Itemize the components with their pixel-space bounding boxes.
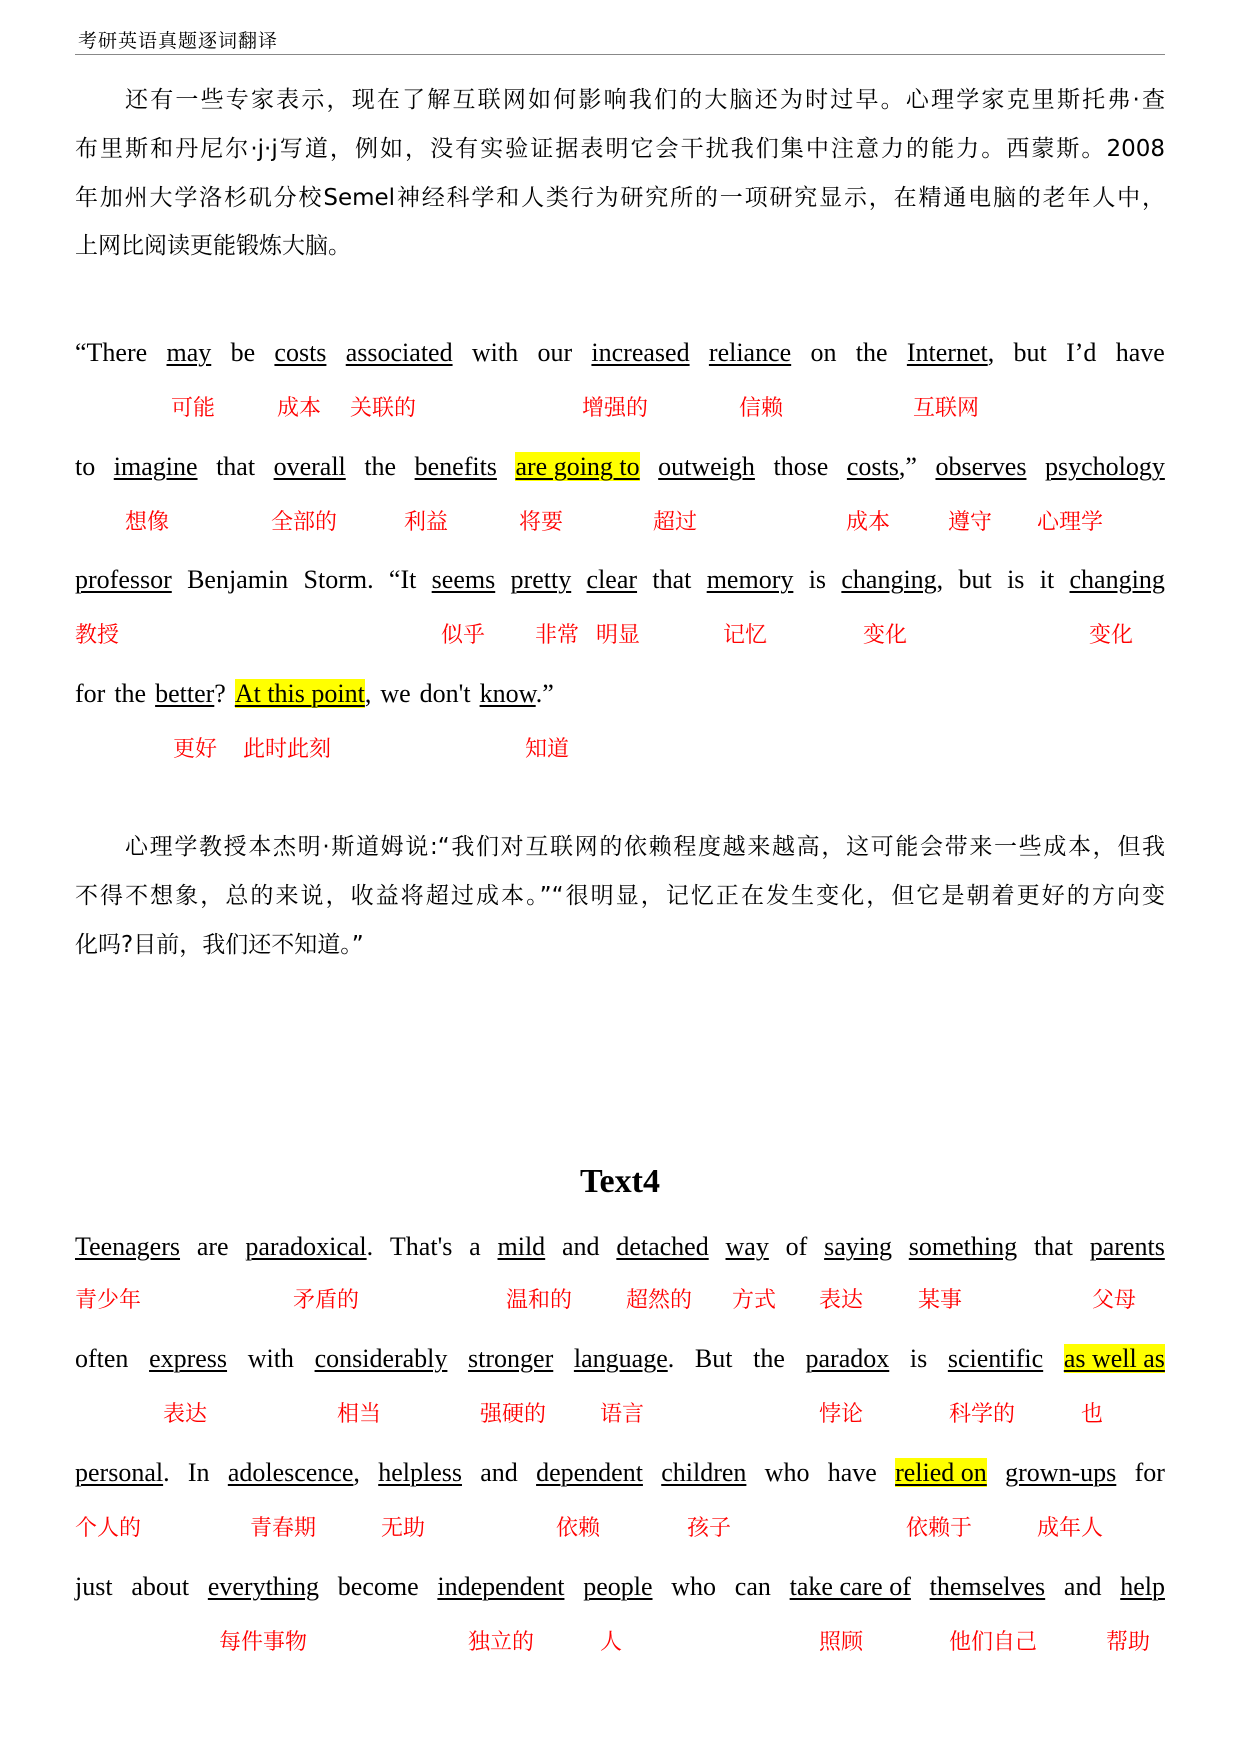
translation-gloss: 父母 <box>1092 1288 1137 1313</box>
translation-gloss: 科学的 <box>949 1402 1016 1427</box>
vocab-word: costs <box>274 338 327 367</box>
chinese-paragraph-line: 化吗?目前，我们还不知道。” <box>75 932 364 958</box>
vocab-word: increased <box>591 338 690 367</box>
word-group <box>480 678 554 710</box>
translation-gloss: 非常 <box>535 623 580 648</box>
punctuation: . <box>163 1458 170 1487</box>
translation-gloss: 变化 <box>863 623 908 648</box>
word: “It <box>388 565 417 594</box>
translation-gloss: 教授 <box>75 623 120 648</box>
english-line <box>75 678 1165 710</box>
word-group <box>389 564 416 596</box>
word-group <box>231 337 256 369</box>
vocab-word: professor <box>75 565 172 594</box>
word-group <box>274 451 346 483</box>
word-group <box>216 451 255 483</box>
translation-gloss: 语言 <box>600 1402 645 1427</box>
english-line <box>75 451 1165 483</box>
word-group <box>166 337 211 369</box>
word: of <box>785 1232 808 1261</box>
word: who <box>764 1458 810 1487</box>
translation-gloss: 更好 <box>173 737 218 762</box>
vocab-word: memory <box>706 565 794 594</box>
word-group <box>1070 564 1165 596</box>
translation-gloss: 矛盾的 <box>293 1288 360 1313</box>
word-group <box>828 1457 877 1489</box>
vocab-word: Internet <box>906 338 988 367</box>
word: become <box>337 1572 419 1601</box>
translation-gloss: 想像 <box>125 510 170 535</box>
word-group <box>1005 1457 1116 1489</box>
vocab-word: mild <box>497 1232 546 1261</box>
punctuation: , <box>936 565 944 594</box>
word: and <box>1063 1572 1102 1601</box>
vocab-word: seems <box>431 565 496 594</box>
word-group <box>480 1457 518 1489</box>
chinese-paragraph-line: 不得不想象，总的来说，收益将超过成本。”“很明显，记忆正在发生变化，但它是朝着更好的方向变 <box>75 883 1165 909</box>
word: to <box>75 452 96 481</box>
highlighted-phrase: At this point <box>234 679 365 708</box>
word-group <box>810 337 836 369</box>
word-group <box>1116 337 1165 369</box>
vocab-word: know <box>479 679 536 708</box>
word-group <box>1090 1231 1165 1263</box>
vocab-word: paradoxical <box>245 1232 367 1261</box>
word-group <box>909 1231 1017 1263</box>
word: with <box>471 338 519 367</box>
word-group <box>1007 564 1024 596</box>
translation-gloss: 某事 <box>918 1288 963 1313</box>
translation-gloss: 悖论 <box>819 1402 864 1427</box>
word: our <box>537 338 573 367</box>
word: In <box>187 1458 210 1487</box>
translation-gloss: 方式 <box>732 1288 777 1313</box>
word: that <box>652 565 692 594</box>
word-group <box>587 564 638 596</box>
english-line <box>75 1571 1165 1603</box>
translation-gloss: 个人的 <box>75 1516 142 1541</box>
translation-gloss: 似乎 <box>441 623 486 648</box>
vocab-word: may <box>166 338 212 367</box>
running-header: 考研英语真题逐词翻译 <box>78 30 279 52</box>
word-group <box>315 1343 448 1375</box>
translation-gloss: 心理学 <box>1037 510 1104 535</box>
word-group <box>346 337 453 369</box>
word-group <box>1014 337 1047 369</box>
word-group <box>1040 564 1054 596</box>
punctuation: .” <box>535 679 554 708</box>
word-group <box>806 1343 890 1375</box>
word: I’d <box>1066 338 1097 367</box>
word: is <box>808 565 827 594</box>
word-group <box>498 1231 546 1263</box>
word: have <box>827 1458 877 1487</box>
word-group <box>907 337 994 369</box>
word-group <box>364 451 396 483</box>
english-line <box>75 1457 1165 1489</box>
word-group <box>910 1343 927 1375</box>
translation-gloss: 依赖于 <box>906 1516 973 1541</box>
vocab-word: way <box>725 1232 769 1261</box>
word-group <box>131 1571 189 1603</box>
word: the <box>364 452 397 481</box>
word-group <box>695 1343 733 1375</box>
word-group <box>537 337 572 369</box>
word-group <box>574 1343 674 1375</box>
word-group <box>948 1343 1043 1375</box>
vocab-word: helpless <box>378 1458 462 1487</box>
word-group <box>652 564 691 596</box>
word-group <box>809 564 826 596</box>
vocab-word: dependent <box>536 1458 643 1487</box>
translation-gloss: 孩子 <box>687 1516 732 1541</box>
word: is <box>1007 565 1025 594</box>
word: the <box>855 338 888 367</box>
translation-gloss: 全部的 <box>271 510 338 535</box>
vocab-word: adolescence <box>227 1458 354 1487</box>
translation-gloss: 关联的 <box>350 396 417 421</box>
word-group <box>75 1571 113 1603</box>
word-group <box>847 451 917 483</box>
translation-gloss: 超然的 <box>626 1288 693 1313</box>
word-group <box>114 451 198 483</box>
punctuation: . <box>667 1344 675 1373</box>
highlighted-phrase: are going to <box>515 452 640 481</box>
vocab-word: better <box>155 679 215 708</box>
punctuation: ,” <box>898 452 917 481</box>
translation-gloss: 记忆 <box>723 623 768 648</box>
word: those <box>773 452 829 481</box>
vocab-word: changing <box>1069 565 1165 594</box>
word-group <box>472 337 518 369</box>
word: a <box>469 1232 481 1261</box>
vocab-word: psychology <box>1044 452 1165 481</box>
vocab-word: overall <box>273 452 346 481</box>
word-group <box>658 451 755 483</box>
english-line <box>75 337 1165 369</box>
word: Storm. <box>303 565 374 594</box>
vocab-word: everything <box>207 1572 320 1601</box>
translation-gloss: 也 <box>1081 1402 1104 1427</box>
translation-gloss: 表达 <box>163 1402 208 1427</box>
word-group <box>75 337 147 369</box>
word-group <box>235 678 372 710</box>
translation-gloss: 他们自己 <box>949 1630 1038 1655</box>
word-group <box>616 1231 708 1263</box>
word: be <box>230 338 256 367</box>
punctuation: , <box>987 338 995 367</box>
word-group <box>197 1231 229 1263</box>
translation-gloss: 青少年 <box>75 1288 142 1313</box>
translation-gloss: 依赖 <box>556 1516 601 1541</box>
word-group <box>228 1457 360 1489</box>
word-group <box>1045 451 1165 483</box>
translation-gloss: 相当 <box>337 1402 382 1427</box>
word: for <box>1134 1458 1165 1487</box>
word: “There <box>75 338 148 367</box>
translation-gloss: 超过 <box>653 510 698 535</box>
translation-gloss: 变化 <box>1089 623 1134 648</box>
word: is <box>909 1344 928 1373</box>
word-group <box>149 1343 227 1375</box>
translation-gloss: 青春期 <box>250 1516 317 1541</box>
word-group <box>1064 1571 1102 1603</box>
word-group <box>671 1571 716 1603</box>
translation-gloss: 表达 <box>819 1288 864 1313</box>
vocab-word: imagine <box>113 452 198 481</box>
word-group <box>75 678 105 710</box>
vocab-word: something <box>908 1232 1018 1261</box>
word-group <box>707 564 794 596</box>
vocab-word: benefits <box>414 452 497 481</box>
word: and <box>561 1232 600 1261</box>
chinese-paragraph-line: 上网比阅读更能锻炼大脑。 <box>75 233 351 259</box>
word: just <box>75 1572 113 1601</box>
vocab-word: changing <box>841 565 937 594</box>
word-group <box>432 564 496 596</box>
english-line <box>75 1343 1165 1375</box>
punctuation: ? <box>214 679 226 708</box>
translation-gloss: 知道 <box>525 737 570 762</box>
english-line <box>75 1231 1165 1263</box>
word-group <box>895 1457 987 1489</box>
vocab-word: observes <box>935 452 1027 481</box>
translation-gloss: 明显 <box>596 623 641 648</box>
translation-gloss: 无助 <box>381 1516 426 1541</box>
word: it <box>1039 565 1055 594</box>
vocab-word: considerably <box>314 1344 448 1373</box>
vocab-word: associated <box>345 338 453 367</box>
word: are <box>196 1232 229 1261</box>
word-group <box>75 451 95 483</box>
word-group <box>114 678 146 710</box>
word: that <box>1033 1232 1073 1261</box>
word-group <box>511 564 572 596</box>
vocab-word: reliance <box>708 338 792 367</box>
word: the <box>114 679 147 708</box>
word-group <box>1066 337 1096 369</box>
header-divider <box>75 54 1165 55</box>
vocab-word: scientific <box>947 1344 1044 1373</box>
word-group <box>536 1457 643 1489</box>
word-group <box>773 451 828 483</box>
word-group <box>1135 1457 1165 1489</box>
chinese-paragraph-line: 还有一些专家表示，现在了解互联网如何影响我们的大脑还为时过早。心理学家克里斯托弗·查 <box>125 87 1165 113</box>
chinese-paragraph-line: 布里斯和丹尼尔·j·j写道，例如，没有实验证据表明它会干扰我们集中注意力的能力。西蒙斯。2008 <box>75 136 1165 162</box>
vocab-word: Teenagers <box>75 1232 181 1261</box>
vocab-word: independent <box>437 1572 565 1601</box>
word-group <box>245 1231 373 1263</box>
word: have <box>1115 338 1165 367</box>
vocab-word: stronger <box>468 1344 554 1373</box>
word-group <box>1120 1571 1165 1603</box>
word-group <box>1064 1343 1165 1375</box>
vocab-word: detached <box>616 1232 709 1261</box>
word-group <box>959 564 992 596</box>
translation-gloss: 利益 <box>404 510 449 535</box>
vocab-word: paradox <box>805 1344 890 1373</box>
word: we <box>380 679 411 708</box>
word-group <box>338 1571 419 1603</box>
word-group <box>591 337 689 369</box>
word: often <box>75 1344 129 1373</box>
word-group <box>188 1457 210 1489</box>
word: for <box>75 679 106 708</box>
word-group <box>155 678 226 710</box>
translation-gloss: 遵守 <box>948 510 993 535</box>
english-line <box>75 564 1165 596</box>
punctuation: , <box>353 1458 360 1487</box>
word: can <box>734 1572 771 1601</box>
word-group <box>274 337 326 369</box>
word-group <box>208 1571 319 1603</box>
translation-gloss: 将要 <box>519 510 564 535</box>
word-group <box>304 564 374 596</box>
word: don't <box>419 679 471 708</box>
word-group <box>726 1231 769 1263</box>
vocab-word: saying <box>824 1232 892 1261</box>
word: That's <box>389 1232 453 1261</box>
word-group <box>661 1457 746 1489</box>
word-group <box>786 1231 808 1263</box>
word: on <box>810 338 837 367</box>
translation-gloss: 每件事物 <box>219 1630 308 1655</box>
word-group <box>75 564 172 596</box>
word: but <box>1013 338 1047 367</box>
word-group <box>765 1457 810 1489</box>
word-group <box>75 1457 170 1489</box>
word-group <box>469 1231 481 1263</box>
punctuation: . <box>366 1232 374 1261</box>
section-title: Text4 <box>580 1163 660 1200</box>
vocab-word: grown-ups <box>1005 1458 1117 1487</box>
word-group <box>420 678 471 710</box>
word-group <box>187 564 288 596</box>
word-group <box>248 1343 294 1375</box>
vocab-word: language <box>573 1344 668 1373</box>
word-group <box>75 1231 180 1263</box>
word-group <box>790 1571 911 1603</box>
translation-gloss: 照顾 <box>819 1630 864 1655</box>
highlighted-phrase: relied on <box>895 1458 987 1487</box>
word: but <box>958 565 992 594</box>
word-group <box>437 1571 564 1603</box>
word-group <box>856 337 888 369</box>
word-group <box>930 1571 1046 1603</box>
vocab-word: themselves <box>929 1572 1046 1601</box>
word-group <box>841 564 943 596</box>
translation-gloss: 可能 <box>171 396 216 421</box>
word-group <box>562 1231 600 1263</box>
word: Benjamin <box>187 565 289 594</box>
vocab-word: take care of <box>789 1572 911 1601</box>
word-group <box>515 451 639 483</box>
chinese-paragraph-line: 年加州大学洛杉矶分校Semel神经科学和人类行为研究所的一项研究显示，在精通电脑的老年人中， <box>75 185 1165 211</box>
word-group <box>378 1457 462 1489</box>
word: the <box>753 1344 785 1373</box>
translation-gloss: 信赖 <box>739 396 784 421</box>
word: that <box>216 452 256 481</box>
vocab-word: people <box>583 1572 653 1601</box>
vocab-word: pretty <box>510 565 572 594</box>
word-group <box>735 1571 771 1603</box>
translation-gloss: 独立的 <box>468 1630 535 1655</box>
word-group <box>390 1231 452 1263</box>
translation-gloss: 增强的 <box>582 396 649 421</box>
translation-gloss: 此时此刻 <box>243 737 332 762</box>
word: and <box>480 1458 518 1487</box>
word-group <box>709 337 791 369</box>
word-group <box>75 1343 128 1375</box>
vocab-word: costs <box>846 452 899 481</box>
translation-gloss: 帮助 <box>1106 1630 1151 1655</box>
vocab-word: help <box>1120 1572 1165 1601</box>
word-group <box>380 678 410 710</box>
word-group <box>753 1343 785 1375</box>
word-group <box>468 1343 553 1375</box>
translation-gloss: 成本 <box>277 396 322 421</box>
translation-gloss: 成年人 <box>1037 1516 1104 1541</box>
word: But <box>694 1344 733 1373</box>
word: who <box>671 1572 717 1601</box>
translation-gloss: 人 <box>600 1630 623 1655</box>
vocab-word: personal <box>75 1458 164 1487</box>
translation-gloss: 成本 <box>846 510 891 535</box>
translation-gloss: 强硬的 <box>480 1402 547 1427</box>
vocab-word: outweigh <box>658 452 755 481</box>
highlighted-phrase: as well as <box>1063 1344 1165 1373</box>
word-group <box>1034 1231 1073 1263</box>
vocab-word: children <box>661 1458 747 1487</box>
word-group <box>935 451 1026 483</box>
word-group <box>415 451 497 483</box>
translation-gloss: 温和的 <box>506 1288 573 1313</box>
word-group <box>824 1231 892 1263</box>
vocab-word: parents <box>1089 1232 1165 1261</box>
vocab-word: express <box>149 1344 228 1373</box>
word: with <box>247 1344 294 1373</box>
word: about <box>131 1572 190 1601</box>
punctuation: , <box>364 679 372 708</box>
translation-gloss: 互联网 <box>913 396 980 421</box>
vocab-word: clear <box>586 565 638 594</box>
word-group <box>583 1571 652 1603</box>
chinese-paragraph-line: 心理学教授本杰明·斯道姆说:“我们对互联网的依赖程度越来越高，这可能会带来一些成本，但我 <box>125 834 1165 860</box>
